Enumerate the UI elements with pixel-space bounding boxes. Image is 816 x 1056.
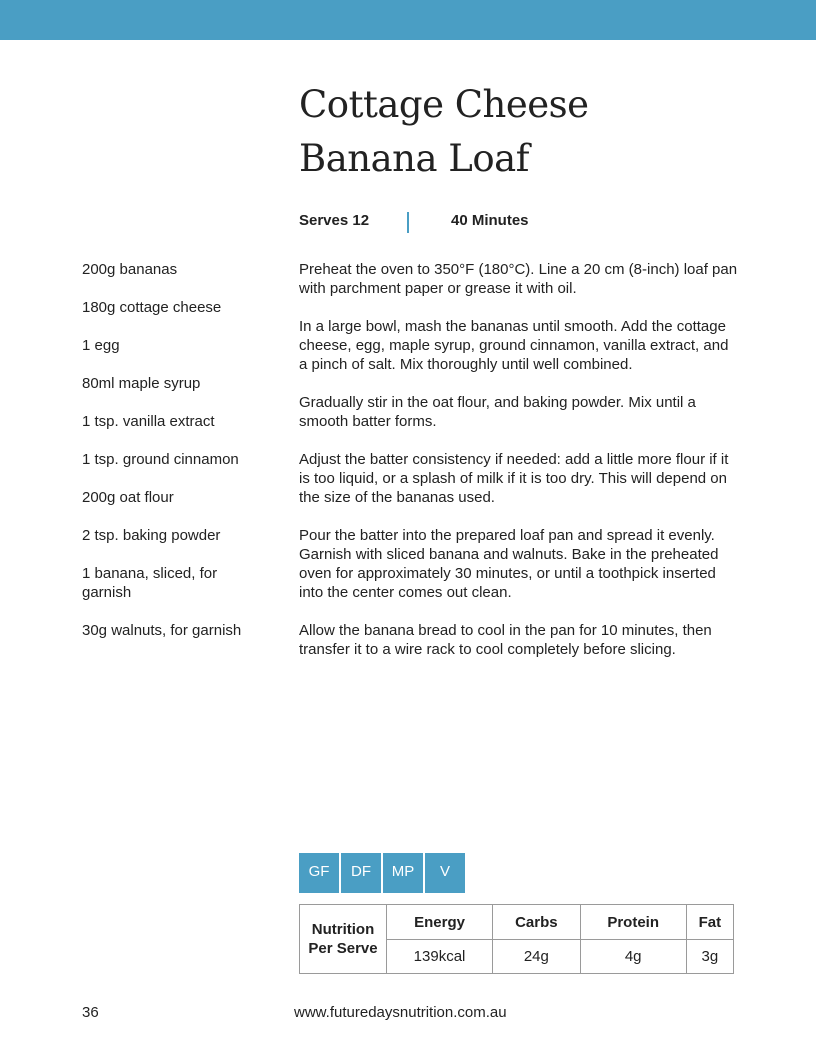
ingredients-list [82,260,272,659]
method-step: Adjust the batter consistency if needed: add a little more flour if it is too liquid, or a splash of milk if it is too dry. This will depend on the size of the bananas used. [299,451,729,506]
nutrition-label-line-1: Nutrition [311,921,375,938]
method-step: Gradually stir in the oat flour, and baking powder. Mix until a smooth batter forms. [299,394,696,430]
ingredient-item: 30g walnuts, for garnish [82,622,242,639]
method-step: Allow the banana bread to cool in the pan for 10 minutes, then transfer it to a wire rack to cool completely before slicing. [299,622,712,658]
method-step: Preheat the oven to 350°F (180°C). Line a 20 cm (8-inch) loaf pan with parchment paper or grease it with oil. [299,261,738,297]
nutrition-row-label [300,905,387,974]
top-banner [0,0,816,40]
serves-label: Serves 12 [299,212,370,229]
nutrition-header-fat: Fat [686,905,733,940]
nutrition-value-protein: 4g [580,940,686,974]
page-number: 36 [82,1004,99,1021]
method-steps [299,260,739,678]
tag-meal-prep: MP [383,853,423,893]
title-line-1: Cottage Cheese [299,83,589,126]
footer-url: www.futuredaysnutrition.com.au [294,1004,507,1021]
nutrition-header-protein: Protein [580,905,686,940]
method-step: In a large bowl, mash the bananas until smooth. Add the cottage cheese, egg, maple syrup, ground cinnamon, vanilla extract, and a pinch of salt. Mix thoroughly until well combined. [299,318,729,373]
tag-gluten-free: GF [299,853,339,893]
ingredient-item: 1 banana, sliced, for garnish [82,565,218,601]
tag-dairy-free: DF [341,853,381,893]
ingredient-item: 1 tsp. vanilla extract [82,413,215,430]
method-step: Pour the batter into the prepared loaf pan and spread it evenly. Garnish with sliced banana and walnuts. Bake in the preheated oven for approximately 30 minutes, or until a toothpick inserted into the center comes out clean. [299,527,719,601]
recipe-title [299,78,719,186]
ingredient-item: 200g bananas [82,261,178,278]
nutrition-value-energy: 139kcal [387,940,493,974]
nutrition-table [299,904,734,974]
nutrition-label-line-2: Per Serve [308,940,378,957]
nutrition-header-carbs: Carbs [493,905,581,940]
nutrition-header-energy: Energy [387,905,493,940]
ingredient-item: 180g cottage cheese [82,299,222,316]
ingredient-item: 1 egg [82,337,120,354]
ingredient-item: 1 tsp. ground cinnamon [82,451,239,468]
title-line-2: Banana Loaf [299,137,529,180]
ingredient-item: 80ml maple syrup [82,375,201,392]
tag-vegetarian: V [425,853,465,893]
diet-tags [299,853,465,893]
ingredient-item: 2 tsp. baking powder [82,527,221,544]
meta-divider [407,212,409,233]
time-label: 40 Minutes [451,212,529,229]
ingredient-item: 200g oat flour [82,489,174,506]
nutrition-value-carbs: 24g [493,940,581,974]
nutrition-value-fat: 3g [686,940,733,974]
